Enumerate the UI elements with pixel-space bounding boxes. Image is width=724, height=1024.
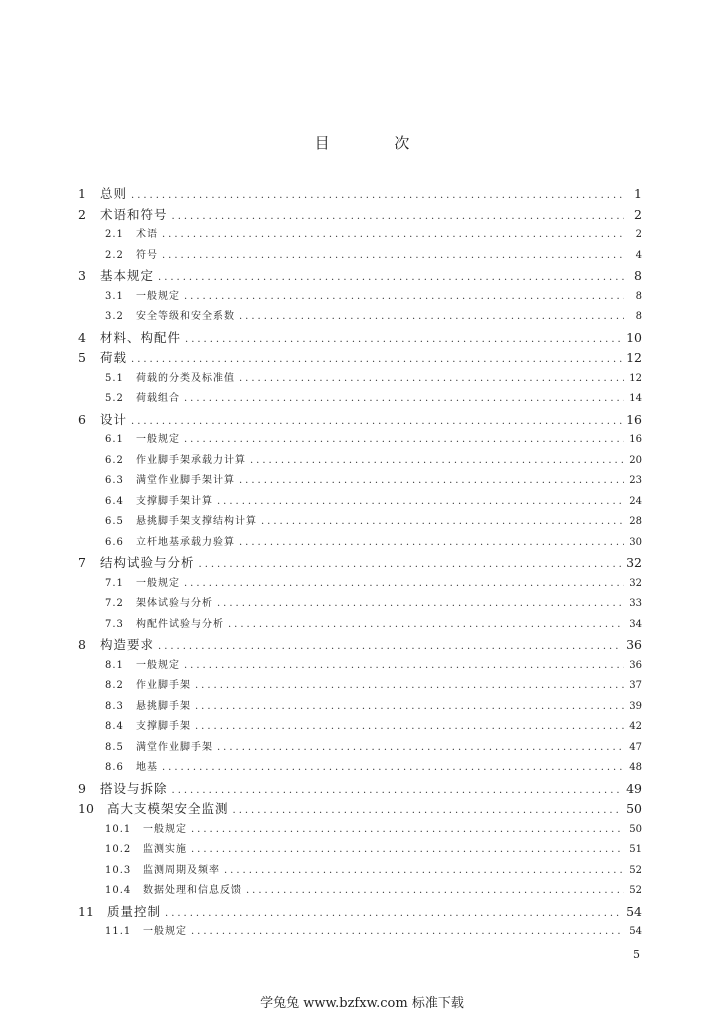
toc-entry-page: 14 [629,393,642,404]
dot-leader [184,660,624,671]
toc-section-row[interactable] [78,656,642,677]
toc-chapter-row[interactable] [78,553,642,574]
toc-section-row[interactable] [78,492,642,513]
toc-entry-number: 5 [78,350,86,365]
toc-entry-label: 满堂作业脚手架计算 [136,475,235,486]
dot-leader [195,701,624,712]
toc-entry-number: 8 [78,637,86,652]
toc-entry-page: 10 [626,329,642,345]
toc-section-row[interactable] [78,533,642,554]
toc-entry-page: 52 [629,864,642,876]
dot-leader [224,865,624,876]
toc-entry-page: 34 [629,618,642,630]
dot-leader [199,559,623,570]
toc-entry-number: 2.2 [105,249,124,261]
toc-entry-number: 7.1 [105,577,124,589]
toc-entry-page: 33 [629,598,642,609]
toc-entry-number: 6.5 [105,516,124,527]
toc-chapter-row[interactable] [78,266,642,287]
toc-chapter-row[interactable] [78,779,642,800]
dot-leader [217,598,624,609]
toc-entry-page: 4 [635,249,642,261]
dot-leader [233,805,623,816]
toc-entry-number: 11.1 [105,926,132,937]
toc-section-row[interactable] [78,512,642,533]
toc-entry-label: 术语 [136,229,158,240]
toc-entry-number: 6.6 [105,536,124,548]
toc-entry-label: 安全等级和安全系数 [136,311,235,322]
toc-entry-number: 6.1 [105,434,124,445]
toc-entry-page: 49 [626,780,642,796]
toc-entry-page: 36 [629,659,642,671]
toc-entry-number: 4 [78,329,86,345]
toc-entry-number: 10.2 [105,844,132,855]
dot-leader [250,455,624,466]
toc-entry-label: 术语和符号 [100,206,168,222]
toc-entry-label: 高大支模架安全监测 [107,801,229,816]
toc-entry-label: 构配件试验与分析 [136,618,224,630]
toc-entry-label: 支撑脚手架计算 [136,495,213,507]
toc-section-row[interactable] [78,615,642,636]
dot-leader [131,416,622,427]
dot-leader [162,250,624,261]
toc-entry-page: 54 [626,903,642,919]
toc-entry-page: 8 [635,311,642,322]
toc-entry-label: 材料、构配件 [100,329,182,345]
toc-entry-number: 7.2 [105,598,124,609]
toc-entry-number: 1 [78,186,86,201]
toc-entry-number: 7 [78,555,86,570]
toc-entry-page: 32 [626,555,642,570]
toc-entry-number: 11 [78,903,94,919]
toc-entry-label: 一般规定 [136,577,180,589]
toc-section-row[interactable] [78,676,642,697]
dot-leader [239,475,624,486]
toc-section-row[interactable] [78,820,642,841]
toc-entry-number: 3.1 [105,290,124,302]
toc-entry-label: 监测周期及频率 [143,864,220,876]
dot-leader [185,334,622,345]
toc-section-row[interactable] [78,369,642,390]
dot-leader [184,393,624,404]
toc-section-row[interactable] [78,697,642,718]
toc-section-row[interactable] [78,738,642,759]
dot-leader [165,908,622,919]
toc-entry-label: 一般规定 [143,926,187,937]
toc-chapter-row[interactable] [78,799,642,820]
dot-leader [195,721,624,732]
toc-entry-number: 8.5 [105,741,124,753]
dot-leader [184,291,624,302]
toc-section-row[interactable] [78,574,642,595]
toc-section-row[interactable] [78,307,642,328]
toc-section-row[interactable] [78,594,642,615]
dot-leader [162,762,624,773]
toc-entry-number: 6 [78,411,86,427]
toc-entry-page: 52 [629,885,642,896]
toc-entry-number: 6.2 [105,454,124,466]
toc-entry-label: 质量控制 [107,903,162,919]
dot-leader [172,785,623,796]
toc-chapter-row[interactable] [78,184,642,205]
toc-section-row[interactable] [78,287,642,308]
toc-entry-page: 16 [626,411,642,427]
toc-section-row[interactable] [78,451,642,472]
toc-entry-page: 24 [629,495,642,507]
dot-leader [184,434,624,445]
toc-entry-label: 结构试验与分析 [100,555,195,570]
dot-leader [191,824,624,835]
toc-entry-page: 47 [629,741,642,753]
toc-entry-label: 符号 [136,249,158,261]
toc-entry-label: 总则 [100,186,128,201]
toc-entry-number: 3.2 [105,311,124,322]
toc-section-row[interactable] [78,881,642,902]
toc-entry-label: 作业脚手架 [136,680,191,691]
dot-leader [239,311,624,322]
toc-entry-number: 8.6 [105,762,124,773]
dot-leader [191,926,624,937]
toc-entry-page: 20 [629,454,642,466]
toc-chapter-row[interactable] [78,902,642,923]
toc-entry-page: 42 [629,721,642,732]
toc-entry-number: 10.3 [105,864,132,876]
toc-section-row[interactable] [78,922,642,943]
toc-section-row[interactable] [78,758,642,779]
toc-entry-label: 一般规定 [136,434,180,445]
dot-leader [246,885,624,896]
toc-section-row[interactable] [78,430,642,451]
toc-entry-number: 9 [78,780,86,796]
dot-leader [191,844,624,855]
toc-entry-label: 悬挑脚手架 [136,700,191,712]
toc-entry-label: 架体试验与分析 [136,598,213,609]
toc-entry-page: 8 [635,290,642,302]
toc-section-row[interactable] [78,717,642,738]
toc-entry-number: 10 [78,801,94,816]
toc-entry-page: 32 [629,577,642,589]
toc-chapter-row[interactable] [78,328,642,349]
page-number: 5 [633,948,640,961]
toc-entry-page: 12 [629,372,642,384]
toc-entry-page: 2 [634,206,642,222]
dot-leader [158,641,622,652]
toc-entry-page: 37 [629,680,642,691]
toc-entry-label: 荷载组合 [136,393,180,404]
toc-entry-label: 悬挑脚手架支撑结构计算 [136,516,257,527]
dot-leader [195,680,624,691]
toc-entry-number: 8.3 [105,700,124,712]
toc-entry-number: 7.3 [105,618,124,630]
toc-entry-page: 36 [626,637,642,652]
toc-entry-label: 作业脚手架承载力计算 [136,454,246,466]
watermark: 学兔兔 www.bzfxw.com 标准下载 [260,996,464,1011]
toc-entry-label: 满堂作业脚手架 [136,741,213,753]
toc-section-row[interactable] [78,389,642,410]
toc-entry-label: 构造要求 [100,637,155,652]
toc-section-row[interactable] [78,861,642,882]
toc-entry-page: 12 [626,350,642,365]
toc-entry-label: 支撑脚手架 [136,721,191,732]
toc-entry-page: 51 [629,844,642,855]
toc-entry-page: 48 [629,762,642,773]
toc-entry-number: 10.4 [105,885,132,896]
toc-entry-number: 6.3 [105,475,124,486]
toc-entry-page: 39 [629,700,642,712]
dot-leader [131,190,624,201]
toc-entry-number: 8.2 [105,680,124,691]
dot-leader [184,578,624,589]
toc-chapter-row[interactable] [78,205,642,226]
toc-entry-page: 54 [629,926,642,937]
toc-chapter-row[interactable] [78,410,642,431]
toc-entry-page: 1 [634,186,642,201]
toc-entry-label: 一般规定 [136,290,180,302]
dot-leader [217,742,624,753]
dot-leader [158,272,624,283]
toc-entry-page: 23 [629,475,642,486]
toc-entry-number: 2.1 [105,229,124,240]
toc-entry-number: 3 [78,268,86,283]
toc-entry-page: 16 [629,434,642,445]
toc-entry-label: 基本规定 [100,268,155,283]
toc-section-row[interactable] [78,246,642,267]
toc-entry-number: 2 [78,206,86,222]
toc-section-row[interactable] [78,471,642,492]
dot-leader [217,496,624,507]
toc-entry-page: 50 [626,801,642,816]
dot-leader [172,211,624,222]
page-title: 目 次 [314,134,440,152]
toc-entry-number: 6.4 [105,495,124,507]
toc-entry-label: 荷载 [100,350,128,365]
toc-chapter-row[interactable] [78,635,642,656]
toc-entry-page: 30 [629,536,642,548]
toc-entry-page: 50 [629,823,642,835]
toc-entry-label: 监测实施 [143,844,187,855]
toc-entry-label: 搭设与拆除 [100,780,168,796]
dot-leader [239,373,624,384]
toc-entry-label: 设计 [100,411,128,427]
toc-entry-number: 8.1 [105,659,124,671]
dot-leader [228,619,624,630]
toc-entry-number: 5.2 [105,393,124,404]
toc-entry-label: 荷载的分类及标准值 [136,372,235,384]
toc-entry-page: 8 [634,268,642,283]
dot-leader [261,516,624,527]
dot-leader [162,229,624,240]
toc-entry-label: 一般规定 [143,823,187,835]
toc-section-row[interactable] [78,225,642,246]
dot-leader [239,537,624,548]
toc-entry-page: 2 [635,229,642,240]
toc-section-row[interactable] [78,840,642,861]
dot-leader [131,354,622,365]
toc-chapter-row[interactable] [78,348,642,369]
toc-entry-label: 一般规定 [136,659,180,671]
toc-entry-number: 5.1 [105,372,124,384]
toc-entry-label: 立杆地基承载力验算 [136,536,235,548]
toc-entry-page: 28 [629,516,642,527]
toc-entry-label: 地基 [136,762,158,773]
toc-entry-number: 10.1 [105,823,132,835]
toc-entry-label: 数据处理和信息反馈 [143,885,242,896]
table-of-contents [78,184,642,943]
toc-entry-number: 8.4 [105,721,124,732]
